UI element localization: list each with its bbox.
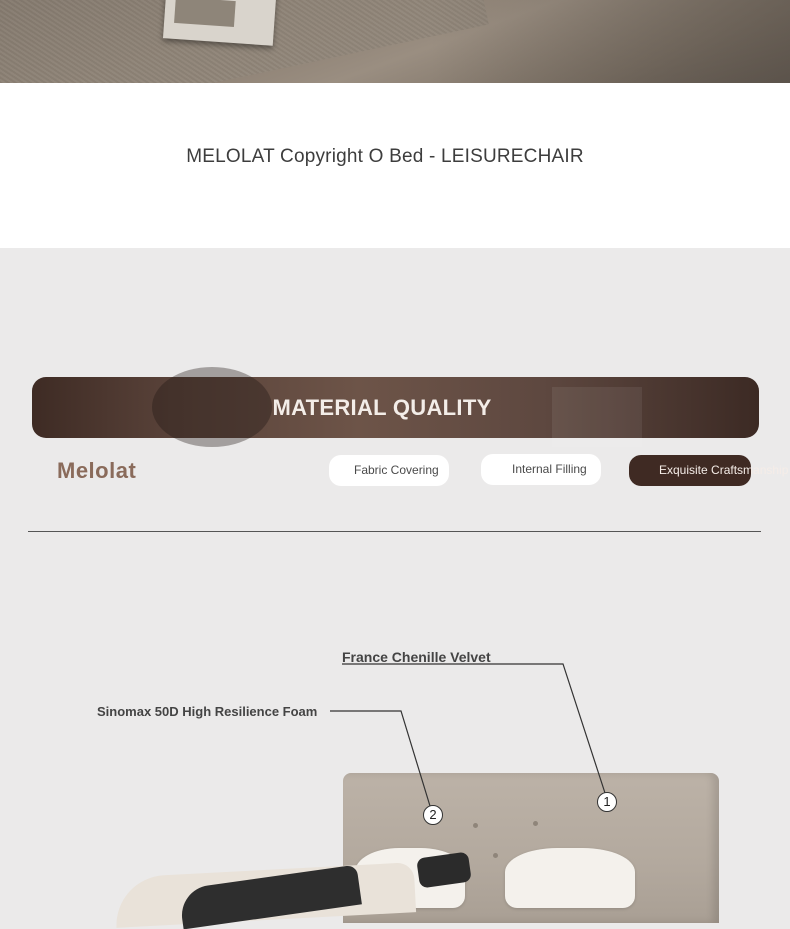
- callout-label-france-chenille-velvet: France Chenille Velvet: [342, 649, 491, 665]
- callout-marker-2: 2: [423, 805, 443, 825]
- tab-internal-filling[interactable]: Internal Filling: [481, 454, 601, 485]
- callout-label-sinomax-foam: Sinomax 50D High Resilience Foam: [97, 704, 318, 719]
- brand-logo: Melolat: [57, 458, 137, 483]
- copyright-caption: MELOLAT Copyright O Bed - LEISURECHAIR: [186, 146, 584, 167]
- tab-exquisite-craftsmanship[interactable]: Exquisite Craftsmanship: [629, 455, 751, 486]
- callout-marker-1: 1: [597, 792, 617, 812]
- tab-fabric-covering[interactable]: Fabric Covering: [329, 455, 449, 486]
- banner-title: MATERIAL QUALITY: [272, 395, 492, 420]
